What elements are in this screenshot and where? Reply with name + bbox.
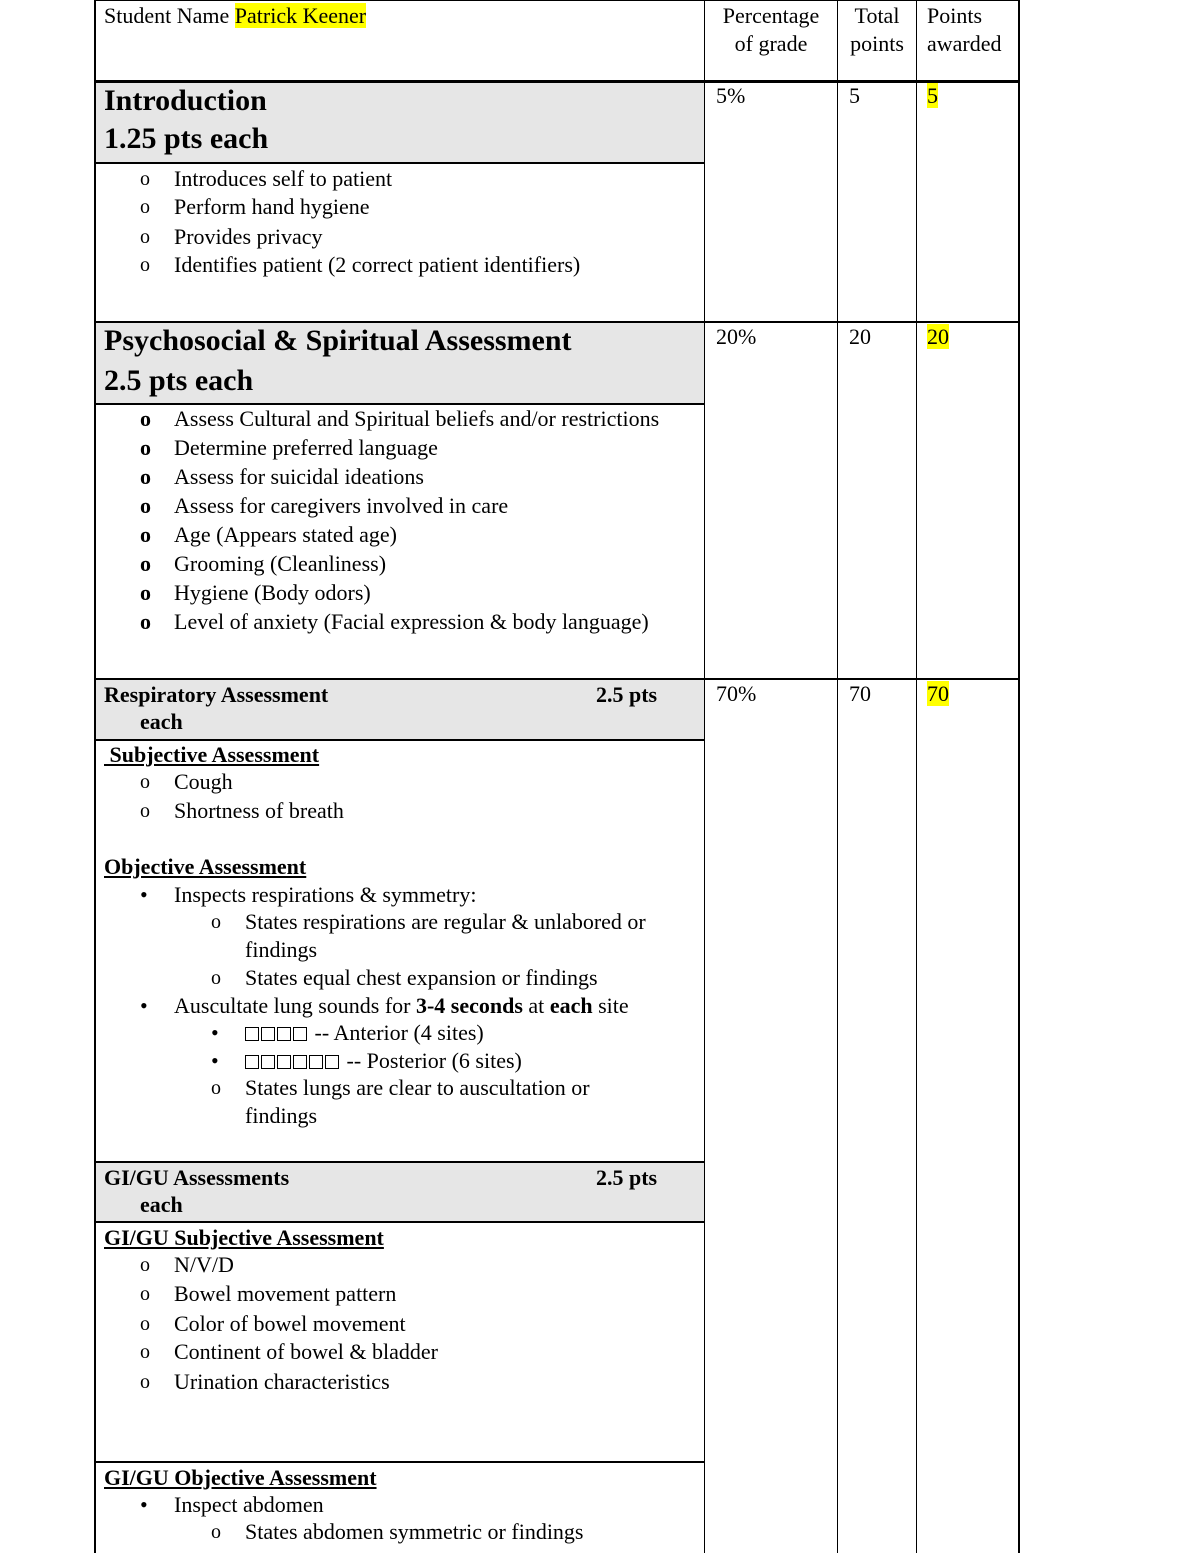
psych-item-1: Assess Cultural and Spiritual beliefs and/or restrictions bbox=[174, 406, 660, 431]
intro-bullet-1: o bbox=[140, 168, 150, 190]
psych-awarded: 20 bbox=[927, 324, 949, 349]
resp-inspect-sub-2: States equal chest expansion or findings bbox=[245, 965, 598, 990]
student-name-value: Patrick Keener bbox=[234, 3, 367, 28]
col-awarded-header: Points awarded bbox=[927, 3, 1002, 56]
checkbox-icon bbox=[277, 1027, 291, 1041]
psych-item-6: Grooming (Cleanliness) bbox=[174, 551, 387, 576]
gigu-subjective-item-2: Bowel movement pattern bbox=[174, 1281, 397, 1306]
psych-item-8: Level of anxiety (Facial expression & body language) bbox=[174, 609, 649, 634]
psych-bullet-2: o bbox=[140, 435, 151, 460]
column-divider-total bbox=[837, 0, 838, 1553]
table-border-top bbox=[94, 0, 1020, 1]
psych-bullet-1: o bbox=[140, 406, 151, 431]
checkbox-icon bbox=[245, 1027, 259, 1041]
column-divider-percentage bbox=[704, 0, 705, 1553]
gigu-inspect: Inspect abdomen bbox=[174, 1492, 324, 1517]
intro-title: Introduction bbox=[104, 84, 267, 117]
resp-inspect: Inspects respirations & symmetry: bbox=[174, 882, 477, 907]
gigu-subjective-item-5: Urination characteristics bbox=[174, 1369, 390, 1394]
resp-each: each bbox=[140, 709, 183, 734]
checkbox-icon bbox=[261, 1055, 275, 1069]
gigu-subjective-bullet-3: o bbox=[140, 1313, 150, 1335]
resp-clear-b: findings bbox=[245, 1103, 318, 1128]
gigu-objective-title: GI/GU Objective Assessment bbox=[104, 1465, 377, 1490]
checkbox-icon bbox=[277, 1055, 291, 1069]
resp-subjective-bullet-2: o bbox=[140, 800, 150, 822]
gigu-heading-underline bbox=[94, 1221, 705, 1223]
intro-subtitle: 1.25 pts each bbox=[104, 122, 269, 155]
intro-percentage: 5% bbox=[716, 83, 746, 108]
resp-clear-a: States lungs are clear to auscultation or bbox=[245, 1075, 590, 1100]
checkbox-icon bbox=[261, 1027, 275, 1041]
gigu-subjective-title: GI/GU Subjective Assessment bbox=[104, 1225, 384, 1250]
resp-clear-bullet: o bbox=[211, 1077, 221, 1099]
checkbox-icon bbox=[293, 1055, 307, 1069]
resp-subjective-title: Subjective Assessment bbox=[104, 742, 320, 767]
resp-objective-bullet-1: • bbox=[140, 882, 148, 907]
col-total-header: Total points bbox=[850, 3, 904, 56]
intro-awarded: 5 bbox=[927, 83, 938, 108]
intro-bullet-4: o bbox=[140, 254, 150, 276]
psych-bullet-6: o bbox=[140, 551, 151, 576]
checkbox-icon bbox=[293, 1027, 307, 1041]
psych-percentage: 20% bbox=[716, 324, 757, 349]
resp-subjective-item-2: Shortness of breath bbox=[174, 798, 344, 823]
resp-subjective-bullet-1: o bbox=[140, 771, 150, 793]
resp-posterior-bullet: • bbox=[211, 1048, 219, 1073]
checkbox-icon bbox=[309, 1055, 323, 1069]
grading-rubric-table bbox=[94, 0, 1020, 1553]
gigu-subjective-bullet-2: o bbox=[140, 1283, 150, 1305]
gigu-subjective-bullet-5: o bbox=[140, 1371, 150, 1393]
table-border-right bbox=[1018, 0, 1020, 1553]
gigu-objective-bullet-1: • bbox=[140, 1492, 148, 1517]
intro-bullet-2: o bbox=[140, 196, 150, 218]
resp-anterior: -- Anterior (4 sites) bbox=[245, 1019, 484, 1047]
psych-item-4: Assess for caregivers involved in care bbox=[174, 493, 509, 518]
column-divider-awarded bbox=[916, 0, 917, 1553]
resp-total: 70 bbox=[849, 681, 871, 706]
intro-item-1: Introduces self to patient bbox=[174, 166, 393, 191]
gigu-subjective-item-4: Continent of bowel & bladder bbox=[174, 1339, 438, 1364]
gigu-subjective-item-1: N/V/D bbox=[174, 1252, 234, 1277]
gigu-subjective-bullet-1: o bbox=[140, 1254, 150, 1276]
psych-bullet-3: o bbox=[140, 464, 151, 489]
intro-item-4: Identifies patient (2 correct patient identifiers) bbox=[174, 252, 581, 277]
resp-subjective-item-1: Cough bbox=[174, 769, 233, 794]
psych-item-3: Assess for suicidal ideations bbox=[174, 464, 424, 489]
intro-item-3: Provides privacy bbox=[174, 224, 323, 249]
psych-item-7: Hygiene (Body odors) bbox=[174, 580, 371, 605]
psych-bullet-7: o bbox=[140, 580, 151, 605]
resp-anterior-bullet: • bbox=[211, 1020, 219, 1045]
resp-inspect-sub-1a: States respirations are regular & unlabored or bbox=[245, 909, 646, 934]
gigu-pts: 2.5 pts bbox=[596, 1165, 658, 1190]
gigu-inspect-sub-bullet: o bbox=[211, 1521, 221, 1543]
resp-objective-bullet-2: • bbox=[140, 993, 148, 1018]
psych-subtitle: 2.5 pts each bbox=[104, 364, 254, 397]
psych-item-5: Age (Appears stated age) bbox=[174, 522, 397, 547]
gigu-objective-divider bbox=[94, 1461, 705, 1463]
resp-auscultate: Auscultate lung sounds for 3-4 seconds at each site bbox=[174, 993, 629, 1018]
col-percentage-header: Percentage of grade bbox=[722, 3, 820, 56]
psych-total: 20 bbox=[849, 324, 871, 349]
intro-item-2: Perform hand hygiene bbox=[174, 194, 370, 219]
psych-bullet-8: o bbox=[140, 609, 151, 634]
gigu-inspect-sub: States abdomen symmetric or findings bbox=[245, 1519, 584, 1544]
gigu-title: GI/GU Assessments bbox=[104, 1165, 290, 1190]
resp-inspect-sub-bullet-2: o bbox=[211, 967, 221, 989]
checkbox-icon bbox=[325, 1055, 339, 1069]
resp-objective-title: Objective Assessment bbox=[104, 854, 307, 879]
psych-item-2: Determine preferred language bbox=[174, 435, 438, 460]
student-name-label: Student Name Patrick Keener bbox=[104, 3, 367, 28]
resp-title: Respiratory Assessment bbox=[104, 682, 329, 707]
psych-bullet-5: o bbox=[140, 522, 151, 547]
resp-posterior: -- Posterior (6 sites) bbox=[245, 1047, 522, 1075]
resp-inspect-sub-bullet-1: o bbox=[211, 911, 221, 933]
checkbox-icon bbox=[245, 1055, 259, 1069]
intro-bullet-3: o bbox=[140, 226, 150, 248]
gigu-each: each bbox=[140, 1192, 183, 1217]
gigu-subjective-bullet-4: o bbox=[140, 1341, 150, 1363]
table-border-left bbox=[94, 0, 96, 1553]
resp-awarded: 70 bbox=[927, 681, 949, 706]
psych-title: Psychosocial & Spiritual Assessment bbox=[104, 324, 572, 357]
psych-bullet-4: o bbox=[140, 493, 151, 518]
resp-percentage: 70% bbox=[716, 681, 757, 706]
intro-heading-underline bbox=[94, 162, 705, 164]
intro-total: 5 bbox=[849, 83, 860, 108]
resp-inspect-sub-1b: findings bbox=[245, 937, 318, 962]
resp-pts: 2.5 pts bbox=[596, 682, 658, 707]
gigu-subjective-item-3: Color of bowel movement bbox=[174, 1311, 406, 1336]
